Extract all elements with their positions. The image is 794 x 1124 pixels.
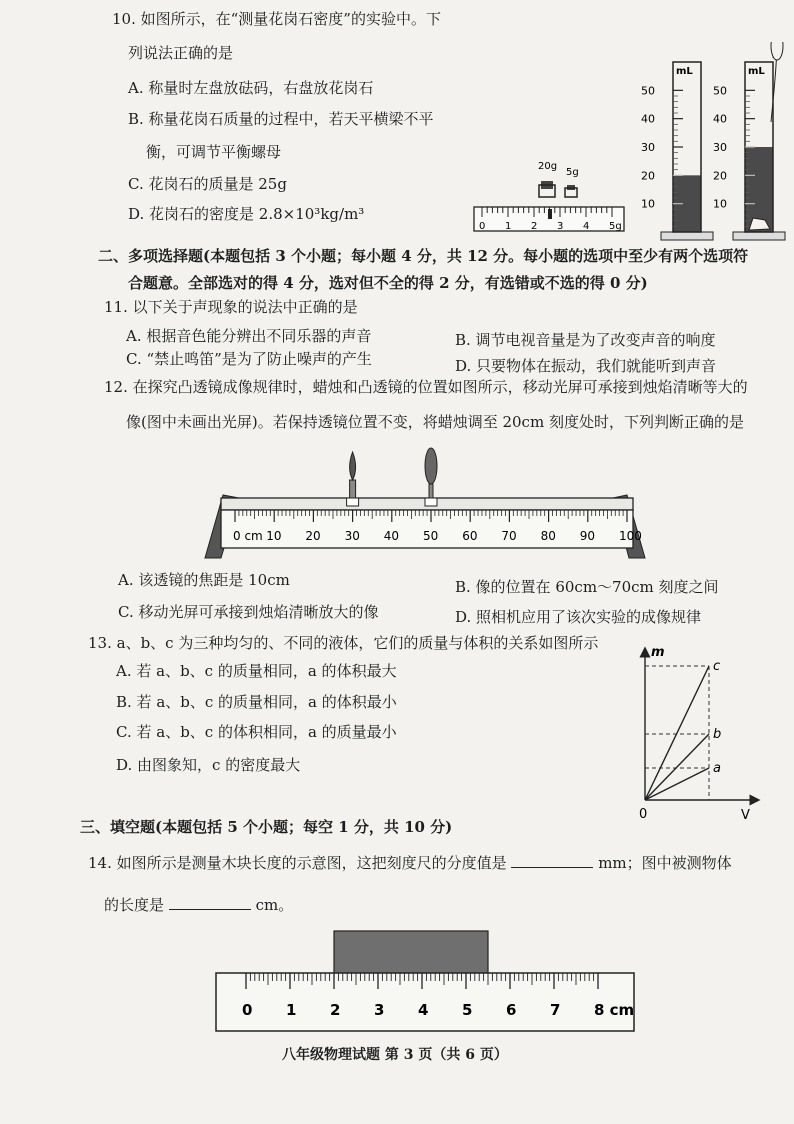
q10-stem-line2: 列说法正确的是 xyxy=(128,44,234,62)
v-axis-label: V xyxy=(741,808,750,822)
rider-tick-label: 0 xyxy=(479,221,486,232)
rider-tick-label: 2 xyxy=(531,221,538,232)
q10-option-b-line1: B. 称量花岗石质量的过程中，若天平横梁不平 xyxy=(128,110,434,128)
q13-option-c: C. 若 a、b、c 的体积相同，a 的质量最小 xyxy=(116,723,397,741)
weight-20g xyxy=(539,181,555,197)
balance-weights-figure xyxy=(470,155,630,235)
q13-option-a: A. 若 a、b、c 的质量相同，a 的体积最大 xyxy=(116,662,397,680)
cylinder-tick-label: 30 xyxy=(641,141,655,154)
section2-header-line2: 合题意。全部选对的得 4 分，选对但不全的得 2 分，有选错或不选的得 0 分) xyxy=(128,274,648,292)
q14-line1 xyxy=(88,853,732,872)
q11-stem: 11. 以下关于声现象的说法中正确的是 xyxy=(104,298,358,316)
ruler-label: 6 xyxy=(506,1001,517,1019)
q13-stem: 13. a、b、c 为三种均匀的、不同的液体，它们的质量与体积的关系如图所示 xyxy=(88,634,599,652)
section3-header: 三、填空题(本题包括 5 个小题；每空 1 分，共 10 分) xyxy=(80,818,453,836)
q12-option-c: C. 移动光屏可承接到烛焰清晰放大的像 xyxy=(118,603,379,621)
candle-flame xyxy=(350,452,356,480)
q11-option-d: D. 只要物体在振动，我们就能听到声音 xyxy=(455,357,717,375)
cylinder-tick-label: 30 xyxy=(713,141,727,154)
bench-label: 50 xyxy=(423,529,439,543)
q10-option-b-line2: 衡，可调节平衡螺母 xyxy=(146,143,282,161)
ruler-label: 1 xyxy=(286,1001,297,1019)
cylinder-tick-label: 40 xyxy=(713,112,727,126)
convex-lens xyxy=(425,448,437,506)
bench-label: 60 xyxy=(462,529,478,543)
label-b: b xyxy=(713,727,722,742)
cylinder-tick-label: 10 xyxy=(641,197,655,211)
cylinder-unit: mL xyxy=(748,66,765,77)
rider-tick-label: 3 xyxy=(557,221,564,232)
rider-marker xyxy=(548,209,552,219)
q14-text-4: cm。 xyxy=(255,896,294,914)
ruler-label: 0 xyxy=(242,1001,253,1019)
bench-label: 80 xyxy=(540,529,556,543)
q10-stem-line1: 10. 如图所示，在“测量花岗石密度”的实验中。下 xyxy=(112,10,441,28)
cylinder-tick-label: 40 xyxy=(641,112,655,126)
origin-label: 0 xyxy=(639,807,648,822)
q13-option-b: B. 若 a、b、c 的质量相同，a 的体积最小 xyxy=(116,693,397,711)
q12-stem-line1: 12. 在探究凸透镜成像规律时，蜡烛和凸透镜的位置如图所示，移动光屏可承接到烛焰清晰等大的 xyxy=(104,378,748,396)
rider-tick-label: 4 xyxy=(583,221,590,232)
bench-label: 40 xyxy=(383,529,400,543)
bench-label: 70 xyxy=(501,529,517,543)
wooden-block xyxy=(334,931,488,975)
cylinder-after xyxy=(713,42,785,240)
q14-text-1: 14. 如图所示是测量木块长度的示意图，这把刻度尺的分度值是 xyxy=(88,854,507,872)
cylinder-tick-label: 20 xyxy=(641,169,655,183)
mass-volume-graph xyxy=(625,642,765,822)
cylinder-tick-label: 20 xyxy=(713,169,727,183)
weight-label-5g: 5g xyxy=(566,167,579,178)
q10-option-a: A. 称量时左盘放砝码，右盘放花岗石 xyxy=(128,79,374,97)
ruler-label: 4 xyxy=(418,1001,429,1019)
q12-stem-line2: 像(图中未画出光屏)。若保持透镜位置不变，将蜡烛调至 20cm 刻度处时，下列判断正确的是 xyxy=(126,413,744,431)
ruler-label: 3 xyxy=(374,1001,385,1019)
q14-text-3: 的长度是 xyxy=(104,896,165,914)
q10-option-c: C. 花岗石的质量是 25g xyxy=(128,175,287,193)
line-c xyxy=(645,666,709,800)
label-a: a xyxy=(713,761,721,776)
cylinder-unit: mL xyxy=(676,66,693,77)
candle xyxy=(347,452,359,506)
weight-5g xyxy=(565,185,577,197)
weight-label-20g: 20g xyxy=(538,161,558,172)
bench-label: 100 xyxy=(619,529,642,543)
q14-blank-1[interactable] xyxy=(511,853,593,868)
optical-bench-figure xyxy=(195,440,655,565)
cylinder-tick-label: 10 xyxy=(713,197,727,211)
ruler-figure xyxy=(210,925,640,1037)
ruler-label: 8 cm xyxy=(594,1001,635,1019)
rider-scale xyxy=(474,207,624,232)
q13-option-d: D. 由图象知，c 的密度最大 xyxy=(116,756,301,774)
bench-label: 20 xyxy=(305,529,321,543)
cylinders-figure xyxy=(625,42,794,252)
bench-label: 30 xyxy=(344,529,360,543)
section2-header-line1: 二、多项选择题(本题包括 3 个小题；每小题 4 分，共 12 分。每小题的选项中至少有两个选项符 xyxy=(98,247,749,265)
rider-tick-label: 5g xyxy=(609,221,622,232)
m-axis-label: m xyxy=(651,645,665,660)
q12-option-b: B. 像的位置在 60cm～70cm 刻度之间 xyxy=(455,578,719,596)
ruler-label: 5 xyxy=(462,1001,473,1019)
bench-label: 90 xyxy=(579,529,596,543)
line-a xyxy=(645,768,709,800)
cylinder-tick-label: 50 xyxy=(641,84,655,98)
cylinder-tick-label: 50 xyxy=(713,84,727,98)
q12-option-a: A. 该透镜的焦距是 10cm xyxy=(118,571,290,589)
bench-label: 10 xyxy=(266,529,282,543)
q11-option-b: B. 调节电视音量是为了改变声音的响度 xyxy=(455,331,716,349)
line-b xyxy=(645,734,709,800)
q14-line2 xyxy=(104,895,293,914)
label-c: c xyxy=(713,659,721,674)
q11-option-a: A. 根据音色能分辨出不同乐器的声音 xyxy=(126,327,372,345)
page-footer: 八年级物理试题 第 3 页（共 6 页） xyxy=(282,1047,508,1063)
bench-label: 0 cm xyxy=(233,529,263,543)
cylinder-before xyxy=(641,62,713,240)
q12-option-d: D. 照相机应用了该次实验的成像规律 xyxy=(455,608,702,626)
q14-blank-2[interactable] xyxy=(169,895,251,910)
q14-text-2: mm；图中被测物体 xyxy=(598,854,732,872)
ruler-label: 2 xyxy=(330,1001,341,1019)
q11-option-c: C. “禁止鸣笛”是为了防止噪声的产生 xyxy=(126,350,372,368)
q10-option-d: D. 花岗石的密度是 2.8×10³kg/m³ xyxy=(128,205,365,223)
ruler-label: 7 xyxy=(550,1001,561,1019)
rider-tick-label: 1 xyxy=(505,221,512,232)
